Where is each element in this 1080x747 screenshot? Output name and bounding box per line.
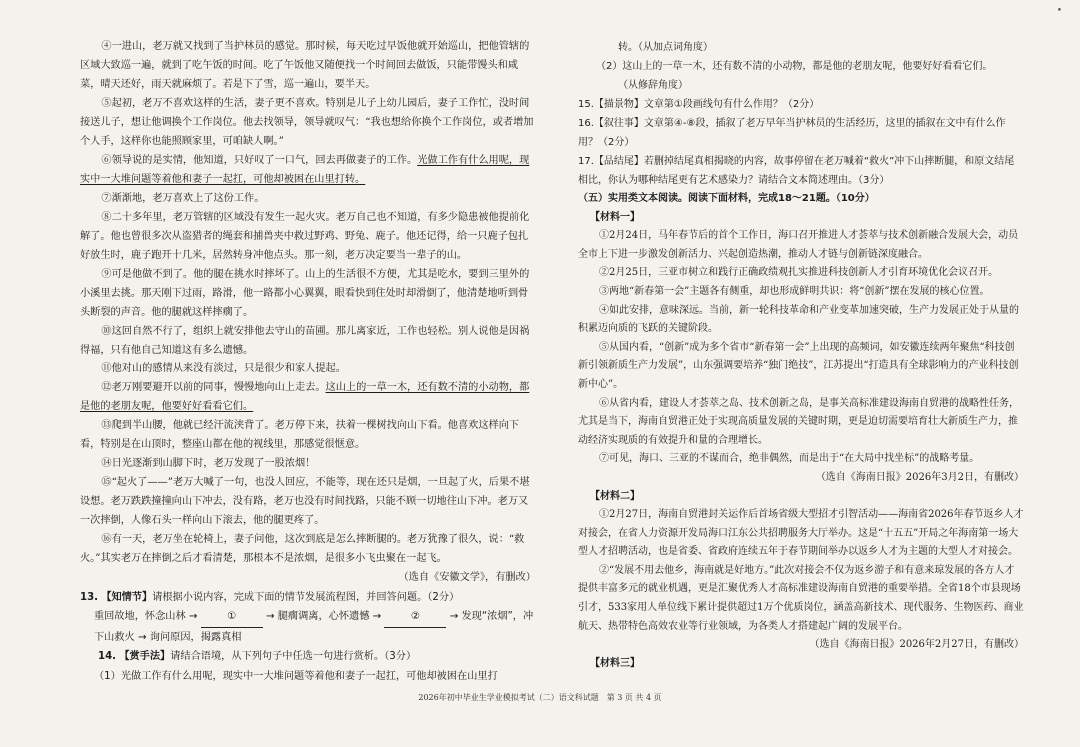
m2-para-2: ②“发展不用去他乡，海南就是好地方。”此次对接会不仅为返乡游子和有意来琼发展的各方人才提供丰富多元的就业机遇，更是汇聚优秀人才高标准建设海南自贸港的重要举措。全省18个市县现场引才，533家用人单位线下累计提供超过1万个优质岗位，涵盖高新技术、现代服务、生物医药、商业航天、热带特色高效农业等行业领域，为各类人才搭建起广阔的发展平台。: [578, 564, 1024, 632]
m1-para-3: ③两地“新春第一会”主题各有侧重，却也形成鲜明共识：将“创新”摆在发展的核心位置。: [599, 285, 990, 297]
question-17: 17.【品结尾】若删掉结尾真相揭晓的内容，故事停留在老万喊着“救火”冲下山摔断腿，和原文结尾相比，你认为哪种结尾更有艺术感染力？请结合文本简述理由。（3分）: [578, 156, 1015, 186]
material-3-heading: 【材料三】: [590, 657, 640, 669]
underlined-sentence-b: 这山上的一草一木，还有数不清的小动物，都是他的老朋友呢，他要好好看看它们。: [80, 382, 530, 413]
para-15: ⑮“起火了——”老万大喊了一句，也没人回应，不能等，现在还只是烟，一旦起了火，后果不堪设想。老万跌跌撞撞向山下冲去，没有路，老万也没有时间找路，只能不顾一切地往山下冲。老万又一次摔倒，人像石头一样向山下滚去，他的腿更疼了。: [80, 477, 530, 527]
question-16: 16.【叙往事】文章第④-⑧段，插叙了老万早年当护林员的生活经历，这里的插叙在文中有什么作用？（2分）: [578, 118, 1006, 148]
right-column: [578, 38, 1024, 673]
para-10: ⑩这回自然不行了，组织上就安排他去守山的苗圃。那儿离家近，工作也轻松。别人说他是因祸得福，只有他自己知道这有多么遗憾。: [80, 325, 530, 356]
para-14: ⑭日光逐渐到山脚下时，老万发现了一股浓烟！: [101, 458, 316, 470]
m2-para-1: ①2月27日，海南自贸港封关运作后首场省级大型招才引智活动——海南省2026年春节返乡人才对接会，在省人力资源开发局海口江东公共招聘服务大厅举办。这是“十五五”开局之年海南第一场大型人才招聘活动，也是省委、省政府连续五年于春节期间举办以返乡人才为主题的大型人才对接会。: [578, 509, 1024, 558]
question-14: 14. 【赏手法】请结合语境，从下列句子中任选一句进行赏析。（3分）: [98, 651, 417, 663]
section-5-heading: （五）实用类文本阅读。阅读下面材料，完成18～21题。（10分）: [578, 193, 875, 204]
para-16: ⑯有一天，老万坐在轮椅上，妻子问他，这次到底是怎么摔断腿的。老万犹豫了很久，说：“救火。”其实老万在摔倒之后才看清楚，那根本不是浓烟，是很多小飞虫聚在一起飞。: [80, 534, 525, 565]
question-13: 13. 【知情节】请根据小说内容，完成下面的情节发展流程图，并回答问题。（2分）: [80, 592, 460, 604]
para-5: ⑤起初，老万不喜欢这样的生活，妻子更不喜欢。特别是儿子上幼儿园后，妻子工作忙，没时间接送儿子，想让他调换个工作岗位。他去找领导，领导就叹气：“我也想给你换个工作岗位，或者增加个人手，这样你也能照顾家里，可咱缺人啊。”: [80, 97, 534, 147]
m1-para-2: ②2月25日，三亚市树立和践行正确政绩观扎实推进科技创新人才引育环境优化会议召开。: [599, 267, 999, 279]
question-14-option-2: （2）这山上的一草一木，还有数不清的小动物，都是他的老朋友呢，他要好好看看它们。: [596, 61, 993, 72]
m1-para-5: ⑤从国内看，“创新”成为多个省市“新春第一会”上出现的高频词，如安徽连续两年聚焦“科技创新引领新质生产力发展”，山东强调要培养“独门绝技”，江苏提出“打造具有全球影响力的产业科技创新中心”。: [578, 341, 1019, 390]
para-9: ⑨可是他做不到了。他的腿在挑水时摔坏了。山上的生活很不方便，尤其是吃水，要到三里外的小溪里去挑。那天刚下过雨，路滑，他一路都小心翼翼，眼看快到住处时却滑倒了，他清楚地听到骨头断裂的声音。他的腿就这样摔瘸了。: [80, 268, 530, 318]
m1-para-4: ④如此安排，意味深远。当前，新一轮科技革命和产业变革加速突破，生产力发展正处于从量的积累迈向质的飞跃的关键阶段。: [578, 304, 1019, 335]
left-column: [80, 38, 536, 686]
material-2-source: （选自《海南日报》2026年2月27日，有删改）: [809, 639, 1024, 651]
underlined-sentence-a: 光做工作有什么用呢，现实中一大堆问题等着他和妻子一起扛，可他却被困在山里打转。: [80, 154, 530, 185]
para-11: ⑪他对山的感情从来没有淡过，只是很少和家人提起。: [101, 363, 346, 375]
para-12: ⑫老万刚要避开以前的同事，慢慢地向山上走去。这山上的一草一木，还有数不清的小动物，都是他的老朋友呢，他要好好看看它们。: [80, 382, 530, 413]
material-1-heading: 【材料一】: [590, 211, 640, 223]
source-note: （选自《安徽文学》，有删改）: [398, 572, 536, 584]
question-14-option-1-cont: 转。（从加点词角度）: [618, 42, 713, 53]
para-6: ⑥领导说的是实情，他知道，只好叹了一口气，回去再做妻子的工作。光做工作有什么用呢，现实中一大堆问题等着他和妻子一起扛，可他却被困在山里打转。: [80, 154, 530, 185]
material-1-source: （选自《海南日报》2026年3月2日，有删改）: [815, 471, 1024, 483]
answer-blank-2[interactable]: ②: [384, 607, 446, 627]
m1-para-7: ⑦可见，海口、三亚的不谋而合，绝非偶然，而是出于“在大局中找坐标”的战略考量。: [599, 453, 980, 465]
material-2-heading: 【材料二】: [590, 490, 640, 502]
para-13: ⑬爬到半山腰，他就已经汗流浃背了。老万停下来，扶着一棵树找向山下看。他喜欢这样向下看，特别是在山顶时，整座山都在他的视线里，那感觉很惬意。: [80, 420, 520, 451]
m1-para-1: ①2月24日，马年春节后的首个工作日，海口召开推进人才荟萃与技术创新融合发展大会，动员全市上下进一步激发创新活力、兴起创造热潮，推动人才链与创新链深度融合。: [578, 230, 1019, 260]
para-8: ⑧二十多年里，老万管辖的区域没有发生一起火灾。老万自己也不知道，有多少隐患被他提前化解了。他也曾很多次从盗猎者的绳套和捕兽夹中救过野鸡、野兔、鹿子。他还记得，给一只鹿子包扎好放生时，鹿子跑开十几米，居然转身冲他点头。那一刻，老万决定要当一辈子的山。: [80, 211, 530, 261]
page-footer: 2026年初中毕业生学业模拟考试（二）语文科试题 第 3 页 共 4 页: [418, 693, 662, 702]
question-13-flow: 重回故地，怀念山林 → ① → 腿瘸调离，心怀遗憾 → ② → 发现“浓烟”，冲下山救火 → 询问原因，揭露真相: [80, 607, 536, 647]
answer-blank-1[interactable]: ①: [201, 607, 263, 627]
para-4: ④一进山，老万就又找到了当护林员的感觉。那时候，每天吃过早饭他就开始巡山，把他管辖的区域大致巡一遍，就到了吃午饭的时间。吃了午饭他又随便找一个时间回去做饭，只能带馒头和咸菜，晴天还好，雨天就麻烦了。若是下了雪，巡一遍山，要半天。: [80, 41, 530, 90]
question-14-option-2-note: （从修辞角度）: [618, 80, 688, 91]
para-7: ⑦渐渐地，老万喜欢上了这份工作。: [101, 192, 265, 204]
corner-mark: •: [1056, 6, 1062, 16]
m1-para-6: ⑥从省内看，建设人才荟萃之岛、技术创新之岛，是事关高标准建设海南自贸港的战略性任务，尤其是当下，海南自贸港正处于实现高质量发展的关键时期，更是迫切需要培育壮大新质生产力，推动经济实现质的有效提升和量的合理增长。: [578, 397, 1019, 446]
question-15: 15.【描景物】文章第①段画线句有什么作用？（2分）: [578, 99, 820, 110]
question-14-option-1: （1）光做工作有什么用呢，现实中一大堆问题等着他和妻子一起扛，可他却被困在山里打: [94, 670, 498, 682]
